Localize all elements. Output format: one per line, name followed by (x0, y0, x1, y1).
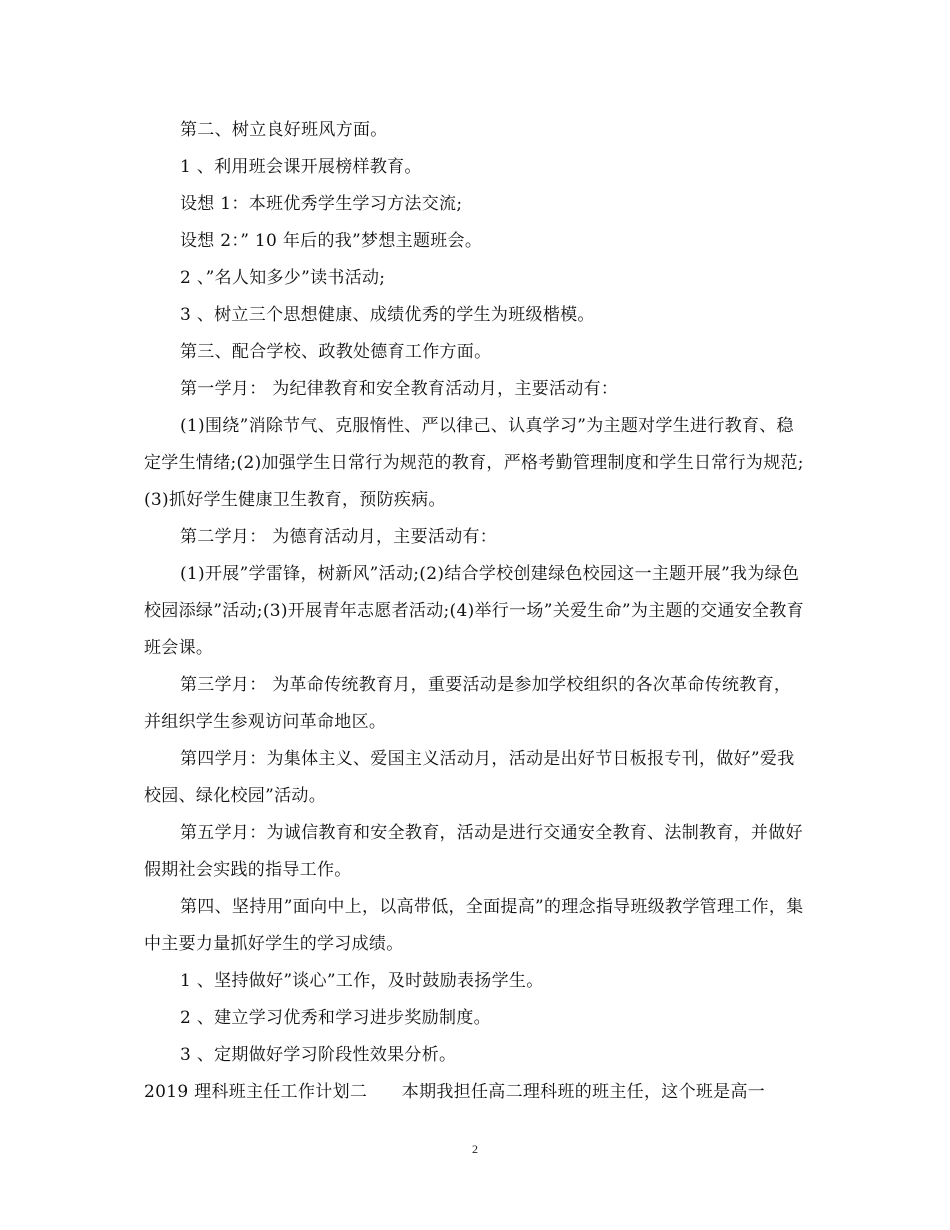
paragraph: 2 、”名人知多少”读书活动; (180, 268, 386, 288)
paragraph: 第二、树立良好班风方面。 (180, 120, 388, 140)
paragraph: 第四、坚持用”面向中上，以高带低，全面提高”的理念指导班级教学管理工作，集中主要力量抓好学生的学习成绩。 (144, 897, 804, 954)
paragraph: 设想 2：” 10 年后的我”梦想主题班会。 (180, 231, 483, 251)
paragraph: 第五学月：为诚信教育和安全教育，活动是进行交通安全教育、法制教育，并做好假期社会实践的指导工作。 (144, 823, 803, 880)
paragraph: 设想 1：本班优秀学生学习方法交流; (180, 194, 463, 214)
paragraph: 2 、建立学习优秀和学习进步奖励制度。 (180, 1008, 491, 1028)
page-number: 2 (472, 1142, 478, 1156)
paragraph: 1 、利用班会课开展榜样教育。 (180, 157, 422, 177)
paragraph: 3 、定期做好学习阶段性效果分析。 (180, 1045, 457, 1065)
document-body (144, 112, 808, 1111)
paragraph: 1 、坚持做好”谈心”工作，及时鼓励表扬学生。 (180, 971, 544, 991)
paragraph: 第一学月： 为纪律教育和安全教育活动月，主要活动有： (180, 379, 619, 399)
paragraph: 第三学月： 为革命传统教育月，重要活动是参加学校组织的各次革命传统教育，并组织学生参观访问革命地区。 (144, 675, 792, 732)
paragraph: (1)围绕”消除节气、克服惰性、严以律己、认真学习”为主题对学生进行教育、稳定学生情绪;(2)加强学生日常行为规范的教育，严格考勤管理制度和学生日常行为规范;(3)抓好学生健康卫生教育，预防疾病。 (144, 416, 804, 510)
paragraph: 第二学月： 为德育活动月，主要活动有： (180, 527, 498, 547)
paragraph: (1)开展”学雷锋，树新风”活动;(2)结合学校创建绿色校园这一主题开展”我为绿色校园添绿”活动;(3)开展青年志愿者活动;(4)举行一场”关爱生命”为主题的交通安全教育班会课。 (144, 564, 804, 658)
paragraph: 第四学月：为集体主义、爱国主义活动月，活动是出好节日板报专刊，做好”爱我校园、绿化校园”活动。 (144, 749, 795, 806)
section-heading-paragraph: 2019 理科班主任工作计划二 本期我担任高二理科班的班主任，这个班是高一 (144, 1082, 766, 1102)
paragraph: 3 、树立三个思想健康、成绩优秀的学生为班级楷模。 (180, 305, 595, 325)
paragraph: 第三、配合学校、政教处德育工作方面。 (180, 342, 492, 362)
